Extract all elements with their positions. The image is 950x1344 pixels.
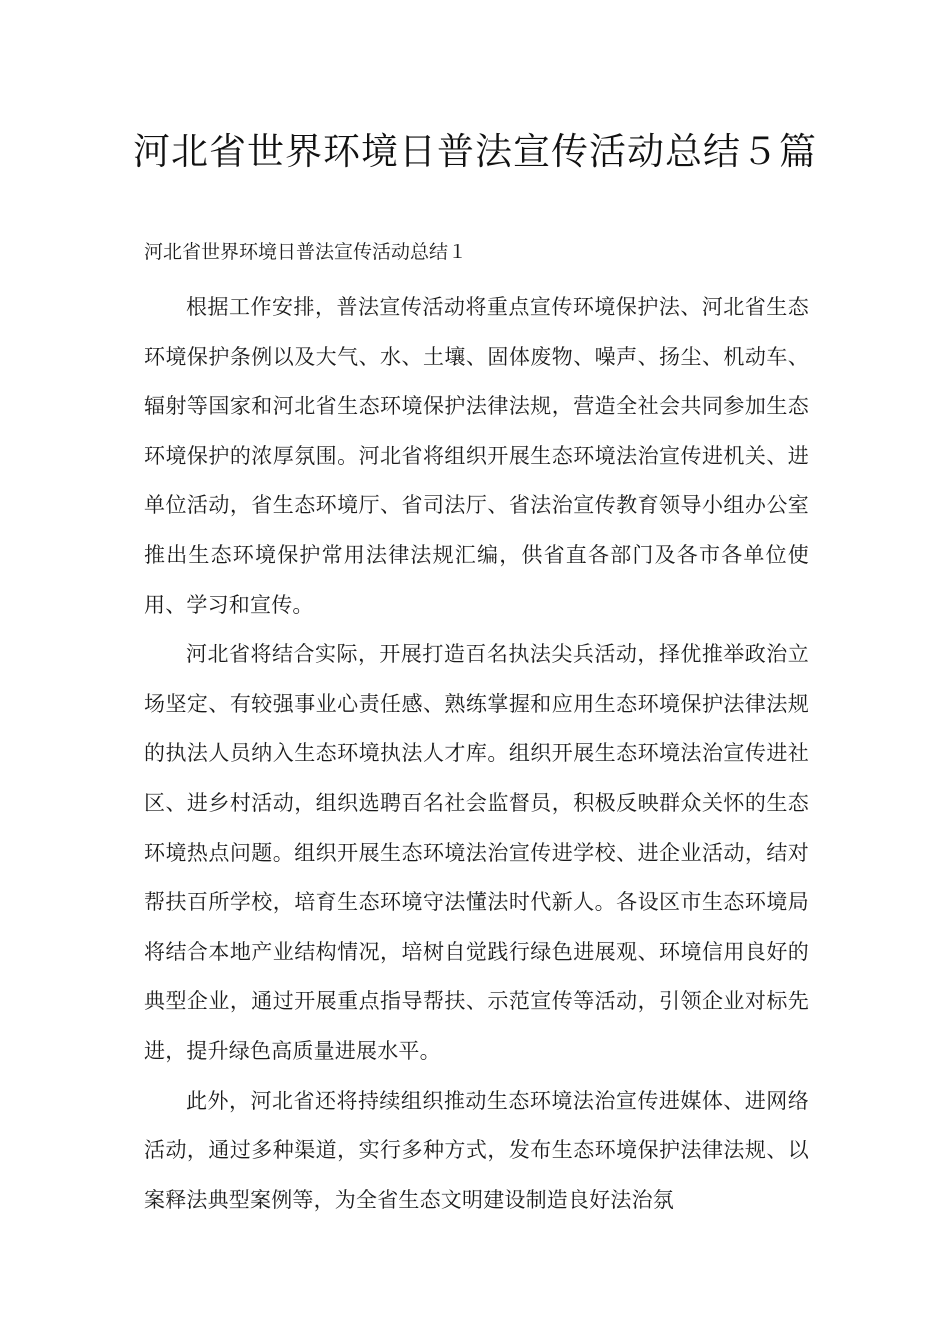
paragraph-1: 根据工作安排，普法宣传活动将重点宣传环境保护法、河北省生态环境保护条例以及大气、水、土壤、固体废物、噪声、扬尘、机动车、辐射等国家和河北省生态环境保护法律法规，营造全社会共同参加生态环境保护的浓厚氛围。河北省将组织开展生态环境法治宣传进机关、进单位活动，省生态环境厅、省司法厅、省法治宣传教育领导小组办公室推出生态环境保护常用法律法规汇编，供省直各部门及各市各单位使用、学习和宣传。 bbox=[144, 295, 809, 617]
document-body bbox=[144, 283, 809, 1225]
document-title: 河北省世界环境日普法宣传活动总结５篇 bbox=[133, 130, 817, 173]
paragraph-2: 河北省将结合实际，开展打造百名执法尖兵活动，择优推举政治立场坚定、有较强事业心责任感、熟练掌握和应用生态环境保护法律法规的执法人员纳入生态环境执法人才库。组织开展生态环境法治宣传进社区、进乡村活动，组织选聘百名社会监督员，积极反映群众关怀的生态环境热点问题。组织开展生态环境法治宣传进学校、进企业活动，结对帮扶百所学校，培育生态环境守法懂法时代新人。各设区市生态环境局将结合本地产业结构情况，培树自觉践行绿色进展观、环境信用良好的典型企业，通过开展重点指导帮扶、示范宣传等活动，引领企业对标先进，提升绿色高质量进展水平。 bbox=[144, 642, 809, 1063]
section-heading: 河北省世界环境日普法宣传活动总结１ bbox=[144, 241, 468, 263]
paragraph-3: 此外，河北省还将持续组织推动生态环境法治宣传进媒体、进网络活动，通过多种渠道，实行多种方式，发布生态环境保护法律法规、以案释法典型案例等，为全省生态文明建设制造良好法治氛 bbox=[144, 1088, 809, 1212]
